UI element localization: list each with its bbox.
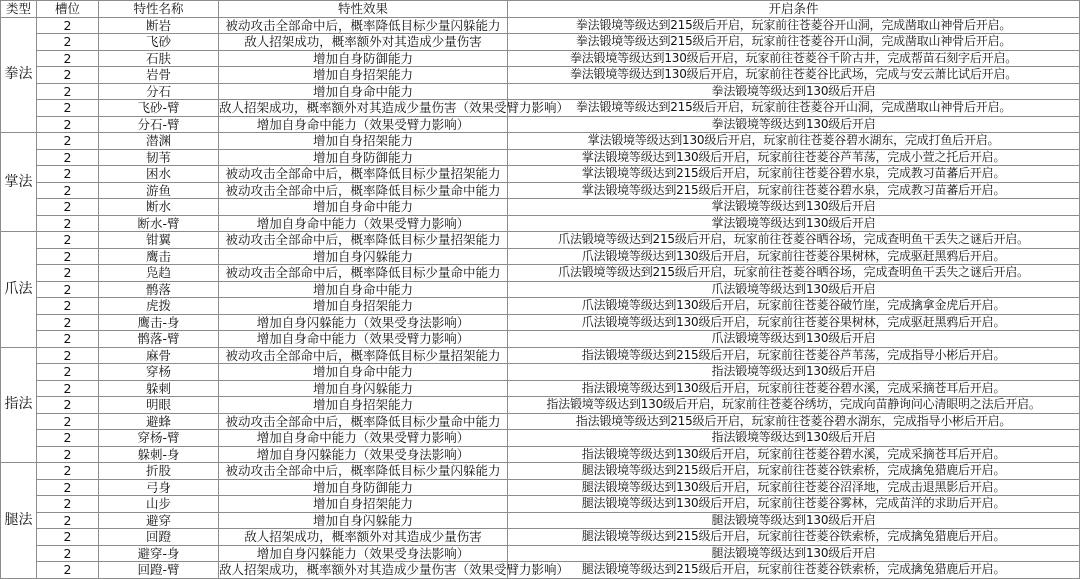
trait-name-cell: 穿杨 — [99, 364, 219, 381]
table-row — [1, 265, 1080, 282]
table-row — [1, 397, 1080, 414]
effect-cell: 增加自身闪躲能力（效果受身法影响） — [219, 314, 508, 331]
table-row — [1, 463, 1080, 480]
slot-cell: 2 — [37, 182, 99, 199]
slot-cell: 2 — [37, 116, 99, 133]
table-row — [1, 512, 1080, 529]
condition-cell: 掌法锻境等级达到215级后开启，玩家前往苍菱谷碧水泉，完成教习苗蕃后开启。 — [508, 182, 1080, 199]
condition-cell: 腿法锻境等级达到130级后开启，玩家前往苍菱谷雾林，完成苗洋的求助后开启。 — [508, 496, 1080, 513]
table-row — [1, 50, 1080, 67]
slot-cell: 2 — [37, 83, 99, 100]
slot-cell: 2 — [37, 149, 99, 166]
condition-cell: 腿法锻境等级达到130级后开启 — [508, 545, 1080, 562]
slot-cell: 2 — [37, 248, 99, 265]
condition-cell: 拳法锻境等级达到130级后开启 — [508, 83, 1080, 100]
table-row — [1, 413, 1080, 430]
table-row — [1, 34, 1080, 51]
table-row — [1, 446, 1080, 463]
category-cell: 指法 — [1, 347, 37, 463]
table-row — [1, 331, 1080, 348]
trait-name-cell: 鹰击-身 — [99, 314, 219, 331]
condition-cell: 拳法锻境等级达到215级后开启，玩家前往苍菱谷开山洞，完成凿取山神骨后开启。 — [508, 34, 1080, 51]
slot-cell: 2 — [37, 380, 99, 397]
condition-cell: 腿法锻境等级达到215级后开启，玩家前往苍菱谷铁索桥，完成擒兔猎鹿后开启。 — [508, 529, 1080, 546]
effect-cell: 被动攻击全部命中后，概率降低目标少量招架能力 — [219, 166, 508, 183]
table-row — [1, 562, 1080, 579]
slot-cell: 2 — [37, 133, 99, 150]
condition-cell: 爪法锻境等级达到130级后开启 — [508, 331, 1080, 348]
trait-name-cell: 岩骨 — [99, 67, 219, 84]
trait-name-cell: 虎拨 — [99, 298, 219, 315]
effect-cell: 增加自身闪躲能力 — [219, 248, 508, 265]
effect-cell: 增加自身招架能力 — [219, 397, 508, 414]
trait-name-cell: 穿杨-臂 — [99, 430, 219, 447]
effect-cell: 增加自身命中能力（效果受臂力影响） — [219, 215, 508, 232]
table-row — [1, 133, 1080, 150]
table-row — [1, 199, 1080, 216]
effect-cell: 被动攻击全部命中后，概率降低目标少量闪躲能力 — [219, 463, 508, 480]
effect-cell: 被动攻击全部命中后，概率降低目标少量命中能力 — [219, 413, 508, 430]
table-row — [1, 380, 1080, 397]
effect-cell: 增加自身闪躲能力 — [219, 380, 508, 397]
effect-cell: 增加自身命中能力（效果受臂力影响） — [219, 331, 508, 348]
slot-cell: 2 — [37, 446, 99, 463]
table-row — [1, 545, 1080, 562]
trait-name-cell: 潜渊 — [99, 133, 219, 150]
category-cell: 掌法 — [1, 133, 37, 232]
trait-name-cell: 分石 — [99, 83, 219, 100]
slot-cell: 2 — [37, 512, 99, 529]
trait-name-cell: 回蹬-臂 — [99, 562, 219, 579]
slot-cell: 2 — [37, 397, 99, 414]
condition-cell: 爪法锻境等级达到215级后开启，玩家前往苍菱谷晒谷场，完成查明鱼干丢失之谜后开启。 — [508, 232, 1080, 249]
header-name: 特性名称 — [99, 1, 219, 18]
condition-cell: 指法锻境等级达到215级后开启，玩家前往苍菱谷碧水湖东，完成指导小彬后开启。 — [508, 413, 1080, 430]
slot-cell: 2 — [37, 34, 99, 51]
category-cell: 拳法 — [1, 17, 37, 133]
slot-cell: 2 — [37, 67, 99, 84]
effect-cell: 敌人招架成功，概率额外对其造成少量伤害（效果受臂力影响） — [219, 562, 570, 578]
effect-cell: 增加自身闪躲能力（效果受身法影响） — [219, 446, 508, 463]
trait-name-cell: 鹘落 — [99, 281, 219, 298]
table-row — [1, 116, 1080, 133]
header-slot: 槽位 — [37, 1, 99, 18]
condition-cell: 拳法锻境等级达到130级后开启，玩家前往苍菱谷千阶古井，完成帮苗石刻字后开启。 — [508, 50, 1080, 67]
slot-cell: 2 — [37, 199, 99, 216]
condition-cell: 腿法锻境等级达到215级后开启，玩家前往苍菱谷铁索桥，完成擒兔猎鹿后开启。 — [508, 463, 1080, 480]
trait-name-cell: 游鱼 — [99, 182, 219, 199]
condition-cell: 掌法锻境等级达到215级后开启，玩家前往苍菱谷碧水泉，完成教习苗蕃后开启。 — [508, 166, 1080, 183]
condition-cell: 指法锻境等级达到130级后开启 — [508, 364, 1080, 381]
effect-cell: 被动攻击全部命中后，概率降低目标少量招架能力 — [219, 347, 508, 364]
condition-cell: 掌法锻境等级达到130级后开启 — [508, 215, 1080, 232]
slot-cell: 2 — [37, 562, 99, 579]
slot-cell: 2 — [37, 232, 99, 249]
table-row — [1, 248, 1080, 265]
effect-cell: 敌人招架成功，概率额外对其造成少量伤害（效果受臂力影响） — [219, 100, 570, 116]
trait-name-cell: 折股 — [99, 463, 219, 480]
slot-cell: 2 — [37, 496, 99, 513]
effect-cell: 增加自身防御能力 — [219, 149, 508, 166]
condition-cell: 指法锻境等级达到130级后开启 — [508, 430, 1080, 447]
effect-cell: 增加自身防御能力 — [219, 50, 508, 67]
trait-name-cell: 躲刺 — [99, 380, 219, 397]
slot-cell: 2 — [37, 215, 99, 232]
condition-cell: 拳法锻境等级达到215级后开启，玩家前往苍菱谷开山洞，完成凿取山神骨后开启。 — [508, 100, 1080, 117]
trait-name-cell: 飞砂 — [99, 34, 219, 51]
slot-cell: 2 — [37, 529, 99, 546]
effect-cell: 敌人招架成功，概率额外对其造成少量伤害 — [219, 34, 508, 51]
effect-cell: 被动攻击全部命中后，概率降低目标少量命中能力 — [219, 182, 508, 199]
trait-name-cell: 避穿-身 — [99, 545, 219, 562]
effect-cell: 增加自身招架能力 — [219, 298, 508, 315]
trait-name-cell: 困水 — [99, 166, 219, 183]
condition-cell: 爪法锻境等级达到130级后开启 — [508, 281, 1080, 298]
table-header — [1, 1, 1080, 18]
effect-cell: 增加自身命中能力（效果受臂力影响） — [219, 430, 508, 447]
trait-name-cell: 避穿 — [99, 512, 219, 529]
slot-cell: 2 — [37, 463, 99, 480]
table-row — [1, 166, 1080, 183]
table-row — [1, 347, 1080, 364]
trait-name-cell: 飞砂-臂 — [99, 100, 219, 117]
effect-cell: 增加自身命中能力 — [219, 199, 508, 216]
effect-cell: 增加自身防御能力 — [219, 479, 508, 496]
header-effect: 特性效果 — [219, 1, 508, 18]
trait-name-cell: 麻骨 — [99, 347, 219, 364]
header-row — [1, 1, 1080, 18]
effect-cell: 被动攻击全部命中后，概率降低目标少量招架能力 — [219, 232, 508, 249]
condition-cell: 指法锻境等级达到130级后开启，玩家前往苍菱谷碧水溪，完成采摘苍耳后开启。 — [508, 446, 1080, 463]
table-row — [1, 215, 1080, 232]
header-condition: 开启条件 — [508, 1, 1080, 18]
trait-name-cell: 回蹬 — [99, 529, 219, 546]
table-row — [1, 298, 1080, 315]
condition-cell: 爪法锻境等级达到130级后开启，玩家前往苍菱谷果树林，完成驱赶黑鸦后开启。 — [508, 248, 1080, 265]
slot-cell: 2 — [37, 17, 99, 34]
effect-cell: 增加自身招架能力 — [219, 133, 508, 150]
trait-name-cell: 断岩 — [99, 17, 219, 34]
slot-cell: 2 — [37, 430, 99, 447]
condition-cell: 腿法锻境等级达到215级后开启，玩家前往苍菱谷铁索桥，完成擒兔猎鹿后开启。 — [508, 562, 1080, 579]
trait-name-cell: 山步 — [99, 496, 219, 513]
slot-cell: 2 — [37, 314, 99, 331]
table-row — [1, 496, 1080, 513]
effect-cell: 增加自身招架能力 — [219, 67, 508, 84]
table-row — [1, 232, 1080, 249]
table-body — [1, 17, 1080, 578]
effect-cell: 增加自身招架能力 — [219, 496, 508, 513]
condition-cell: 掌法锻境等级达到130级后开启，玩家前往苍菱谷碧水湖东，完成打鱼后开启。 — [508, 133, 1080, 150]
slot-cell: 2 — [37, 298, 99, 315]
effect-cell: 增加自身闪躲能力 — [219, 512, 508, 529]
condition-cell: 拳法锻境等级达到130级后开启，玩家前往苍菱谷比武场，完成与安云萧比试后开启。 — [508, 67, 1080, 84]
trait-name-cell: 分石-臂 — [99, 116, 219, 133]
condition-cell: 腿法锻境等级达到130级后开启，玩家前往苍菱谷沼泽地，完成击退黑影后开启。 — [508, 479, 1080, 496]
condition-cell: 掌法锻境等级达到130级后开启，玩家前往苍菱谷芦苇荡，完成小萱之托后开启。 — [508, 149, 1080, 166]
slot-cell: 2 — [37, 479, 99, 496]
category-cell: 腿法 — [1, 463, 37, 579]
effect-cell: 被动攻击全部命中后，概率降低目标少量闪躲能力 — [219, 17, 508, 34]
trait-name-cell: 避蜂 — [99, 413, 219, 430]
trait-name-cell: 断水 — [99, 199, 219, 216]
condition-cell: 拳法锻境等级达到215级后开启，玩家前往苍菱谷开山洞，完成凿取山神骨后开启。 — [508, 17, 1080, 34]
effect-cell: 增加自身命中能力 — [219, 364, 508, 381]
trait-name-cell: 石肤 — [99, 50, 219, 67]
condition-cell: 拳法锻境等级达到130级后开启 — [508, 116, 1080, 133]
slot-cell: 2 — [37, 545, 99, 562]
slot-cell: 2 — [37, 281, 99, 298]
trait-name-cell: 鹘落-臂 — [99, 331, 219, 348]
effect-cell: 敌人招架成功，概率额外对其造成少量伤害 — [219, 529, 508, 546]
effect-cell: 增加自身闪躲能力（效果受身法影响） — [219, 545, 508, 562]
trait-name-cell: 鹰击 — [99, 248, 219, 265]
effect-cell: 增加自身命中能力 — [219, 83, 508, 100]
table-row — [1, 314, 1080, 331]
trait-name-cell: 韧苇 — [99, 149, 219, 166]
table-row — [1, 67, 1080, 84]
table-row — [1, 149, 1080, 166]
trait-name-cell: 明眼 — [99, 397, 219, 414]
table-row — [1, 100, 1080, 117]
slot-cell: 2 — [37, 50, 99, 67]
table-row — [1, 479, 1080, 496]
slot-cell: 2 — [37, 364, 99, 381]
trait-name-cell: 凫趋 — [99, 265, 219, 282]
effect-cell: 增加自身命中能力（效果受臂力影响） — [219, 116, 508, 133]
condition-cell: 指法锻境等级达到130级后开启，玩家前往苍菱谷绣坊，完成向苗静询问心清眼明之法后开启。 — [508, 397, 1080, 414]
effect-cell: 增加自身命中能力 — [219, 281, 508, 298]
category-cell: 爪法 — [1, 232, 37, 348]
condition-cell: 爪法锻境等级达到215级后开启，玩家前往苍菱谷晒谷场，完成查明鱼干丢失之谜后开启。 — [508, 265, 1080, 282]
slot-cell: 2 — [37, 413, 99, 430]
condition-cell: 腿法锻境等级达到130级后开启 — [508, 512, 1080, 529]
effect-cell: 被动攻击全部命中后，概率降低目标少量命中能力 — [219, 265, 508, 282]
condition-cell: 指法锻境等级达到215级后开启，玩家前往苍菱谷芦苇荡，完成指导小彬后开启。 — [508, 347, 1080, 364]
table-row — [1, 83, 1080, 100]
table-row — [1, 529, 1080, 546]
slot-cell: 2 — [37, 265, 99, 282]
condition-cell: 爪法锻境等级达到130级后开启，玩家前往苍菱谷果树林，完成驱赶黑鸦后开启。 — [508, 314, 1080, 331]
slot-cell: 2 — [37, 331, 99, 348]
slot-cell: 2 — [37, 100, 99, 117]
table-row — [1, 17, 1080, 34]
table-row — [1, 430, 1080, 447]
table-row — [1, 364, 1080, 381]
slot-cell: 2 — [37, 347, 99, 364]
table-row — [1, 281, 1080, 298]
trait-name-cell: 钳翼 — [99, 232, 219, 249]
condition-cell: 指法锻境等级达到130级后开启，玩家前往苍菱谷碧水溪，完成采摘苍耳后开启。 — [508, 380, 1080, 397]
trait-name-cell: 弓身 — [99, 479, 219, 496]
condition-cell: 掌法锻境等级达到130级后开启 — [508, 199, 1080, 216]
trait-name-cell: 躲刺-身 — [99, 446, 219, 463]
trait-name-cell: 断水-臂 — [99, 215, 219, 232]
slot-cell: 2 — [37, 166, 99, 183]
condition-cell: 爪法锻境等级达到130级后开启，玩家前往苍菱谷破竹崖，完成擒拿金虎后开启。 — [508, 298, 1080, 315]
table-row — [1, 182, 1080, 199]
header-type: 类型 — [1, 1, 37, 18]
